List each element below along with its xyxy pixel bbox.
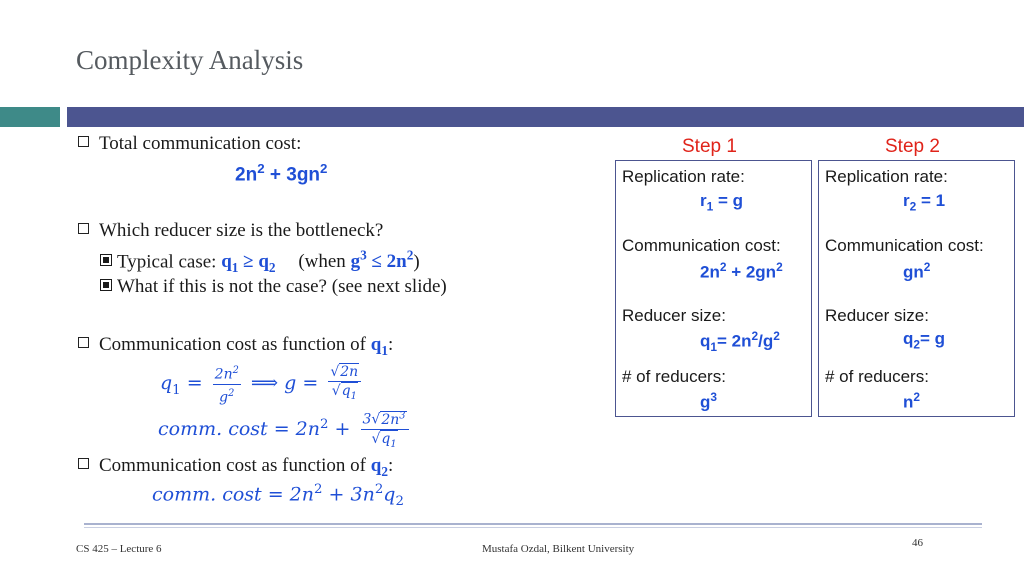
step-1-label: Step 1	[682, 136, 737, 157]
header-band-accent	[0, 107, 60, 127]
step-1-panel	[615, 160, 812, 417]
slide-title: Complexity Analysis	[76, 45, 304, 75]
reducer-size-value: $q_2= g$	[903, 329, 946, 352]
sub-bullet-not-case: What if this is not the case? (see next slide)	[100, 276, 447, 298]
header-band	[67, 107, 1024, 127]
replication-rate-value: $r_1 = g$	[700, 191, 744, 214]
bullet-total-cost: Total communication cost:	[78, 133, 301, 155]
checkbox-bullet-icon	[78, 223, 89, 234]
reducer-size-label: Reducer size:	[825, 306, 929, 325]
num-reducers-label: # of reducers:	[825, 367, 929, 386]
replication-rate-label: Replication rate:	[825, 167, 948, 186]
footer-course: CS 425 – Lecture 6	[76, 543, 162, 555]
checkbox-bullet-icon	[78, 458, 89, 469]
equation-comm-cost-q2: comm. $\cos t = 2n^2 + 3n^2q_2$	[152, 482, 404, 510]
checkbox-bullet-icon	[78, 136, 89, 147]
communication-cost-value: $2n^2 + 2gn^2$	[700, 260, 783, 282]
checkbox-bullet-icon	[78, 337, 89, 348]
num-reducers-value: $g^3$	[700, 390, 718, 412]
equation-q1: $q_1$ = $\frac{2n^2}{g^2}$ ⟹ g = $\frac{√2n}{√q_1}$	[160, 362, 365, 406]
num-reducers-value: $n^2$	[903, 390, 921, 412]
bullet-cost-function-q1: Communication cost as function of $q_1$:	[78, 334, 393, 359]
bullet-bottleneck: Which reducer size is the bottleneck?	[78, 220, 383, 242]
replication-rate-value: $r_2 = 1$	[903, 191, 946, 214]
communication-cost-label: Communication cost:	[622, 236, 781, 255]
sub-bullet-typical-case: Typical case: $q_1 \ge q_2$ (when $g^3 \le 2n^2$)	[100, 248, 420, 276]
communication-cost-label: Communication cost:	[825, 236, 984, 255]
reducer-size-value: $q_1= 2n^2/g^2$	[700, 329, 780, 355]
step-2-panel	[818, 160, 1015, 417]
total-cost-formula: $2n^2 + 3gn^2$	[235, 161, 328, 186]
footer-author: Mustafa Ozdal, Bilkent University	[482, 543, 635, 555]
bullet-cost-function-q2: Communication cost as function of $q_2$:	[78, 455, 393, 480]
communication-cost-value: $gn^2$	[903, 260, 931, 282]
num-reducers-label: # of reducers:	[622, 367, 726, 386]
square-bullet-icon	[100, 254, 112, 266]
equation-comm-cost-q1: comm. $\cos t = 2n^2$ + $\frac{3√2n^3}{√q_1}$	[158, 407, 413, 453]
square-bullet-icon	[100, 279, 112, 291]
reducer-size-label: Reducer size:	[622, 306, 726, 325]
replication-rate-label: Replication rate:	[622, 167, 745, 186]
footer-divider-secondary	[84, 527, 982, 528]
step-2-label: Step 2	[885, 136, 940, 157]
footer-divider	[84, 523, 982, 525]
page-number: 46	[912, 537, 923, 549]
